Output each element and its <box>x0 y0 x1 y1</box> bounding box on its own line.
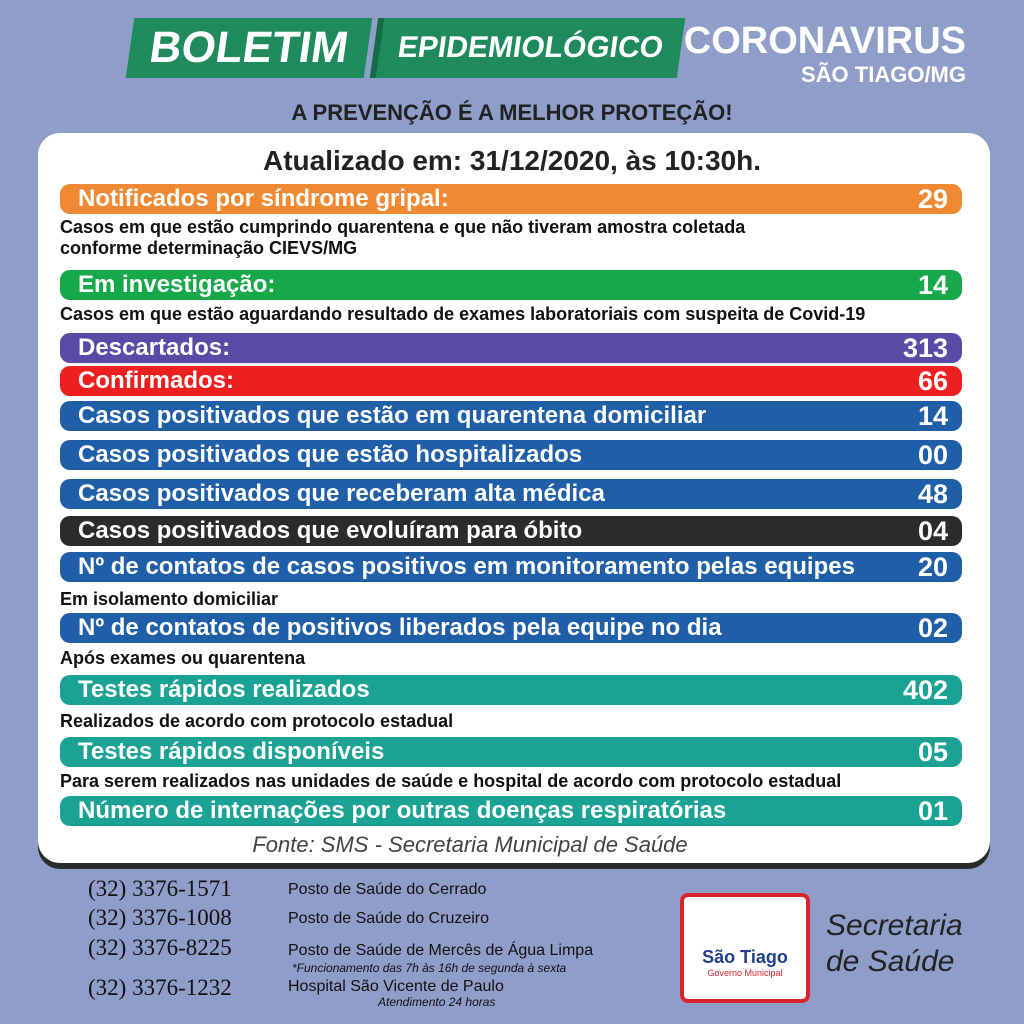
logo-sub: Governo Municipal <box>707 968 783 978</box>
stat-label: Nº de contatos de positivos liberados pela equipe no dia <box>78 614 722 641</box>
desc-realizados: Realizados de acordo com protocolo estadual <box>60 711 454 731</box>
stat-label: Descartados: <box>78 334 231 361</box>
phone-3: (32) 3376-8225 <box>88 935 232 960</box>
stat-value: 14 <box>917 269 948 300</box>
stat-label: Casos positivados que estão em quarentena domiciliar <box>78 402 707 429</box>
stat-value: 14 <box>917 400 948 431</box>
stat-value: 05 <box>917 736 948 767</box>
updated-label: Atualizado em: 31/12/2020, às 10:30h. <box>262 145 762 176</box>
stat-row <box>60 333 962 363</box>
stat-row <box>60 366 962 396</box>
secretaria-line2: de Saúde <box>826 945 955 978</box>
stat-value: 29 <box>917 183 948 214</box>
stat-value: 48 <box>917 478 948 509</box>
slogan: A PREVENÇÃO É A MELHOR PROTEÇÃO! <box>291 100 733 125</box>
stat-value: 66 <box>917 365 948 396</box>
stat-row <box>60 479 962 509</box>
stat-label: Nº de contatos de casos positivos em monitoramento pelas equipes <box>78 553 855 580</box>
stat-row <box>60 270 962 300</box>
stat-label: Casos positivados que estão hospitalizados <box>78 441 583 468</box>
stat-row <box>60 184 962 214</box>
stat-value: 00 <box>917 439 948 470</box>
place-4: Hospital São Vicente de Paulo <box>288 978 504 995</box>
place-3: Posto de Saúde de Mercês de Água Limpa <box>288 942 594 959</box>
stat-label: Notificados por síndrome gripal: <box>78 185 449 212</box>
stat-label: Em investigação: <box>78 271 276 298</box>
coronavirus-heading <box>684 22 966 86</box>
stat-label: Casos positivados que receberam alta médica <box>78 480 605 507</box>
stat-row <box>60 613 962 643</box>
source-label: Fonte: SMS - Secretaria Municipal de Saúde <box>252 832 688 857</box>
stat-row <box>60 401 962 431</box>
city-label: SÃO TIAGO/MG <box>801 62 966 87</box>
stat-row <box>60 796 962 826</box>
stat-value: 04 <box>917 515 948 546</box>
desc-notificados: Casos em que estão cumprindo quarentena e que não tiveram amostra coletada conforme determinação CIEVS/MG <box>60 217 746 258</box>
title-banner <box>130 18 681 78</box>
note-3: *Funcionamento das 7h às 16h de segunda à sexta <box>292 961 567 975</box>
stat-value: 01 <box>917 795 948 826</box>
phone-2: (32) 3376-1008 <box>88 905 232 930</box>
desc-disponiveis: Para serem realizados nas unidades de saúde e hospital de acordo com protocolo estadual <box>60 771 842 791</box>
stat-label: Testes rápidos realizados <box>78 676 370 703</box>
stat-label: Número de internações por outras doenças respiratórias <box>78 797 727 824</box>
desc-liberados: Após exames ou quarentena <box>60 648 306 668</box>
stat-value: 20 <box>917 551 948 582</box>
stat-value: 402 <box>902 674 948 705</box>
stat-row <box>60 675 962 705</box>
stat-label: Testes rápidos disponíveis <box>78 738 385 765</box>
stat-label: Confirmados: <box>78 367 234 394</box>
desc-investigacao: Casos em que estão aguardando resultado de exames laboratoriais com suspeita de Covid-19 <box>60 304 866 324</box>
secretaria-label <box>826 908 963 980</box>
secretaria-line1: Secretaria <box>826 909 963 942</box>
stat-row <box>60 737 962 767</box>
coronavirus-title: CORONAVIRUS <box>683 20 966 62</box>
boletim-label: BOLETIM <box>126 18 372 78</box>
phone-1: (32) 3376-1571 <box>88 876 232 901</box>
place-1: Posto de Saúde do Cerrado <box>288 881 487 898</box>
desc-contatos: Em isolamento domiciliar <box>60 589 279 609</box>
stat-value: 313 <box>902 332 948 363</box>
note-4: Atendimento 24 horas <box>378 995 496 1009</box>
epidemiologico-label: EPIDEMIOLÓGICO <box>370 18 685 78</box>
sao-tiago-logo <box>680 893 810 1003</box>
place-2: Posto de Saúde do Cruzeiro <box>288 910 490 927</box>
stat-value: 02 <box>917 612 948 643</box>
logo-name: São Tiago <box>702 947 788 967</box>
stat-row <box>60 516 962 546</box>
stat-label: Casos positivados que evoluíram para óbito <box>78 517 583 544</box>
stat-row <box>60 552 962 582</box>
phone-4: (32) 3376-1232 <box>88 975 232 1000</box>
stat-row <box>60 440 962 470</box>
